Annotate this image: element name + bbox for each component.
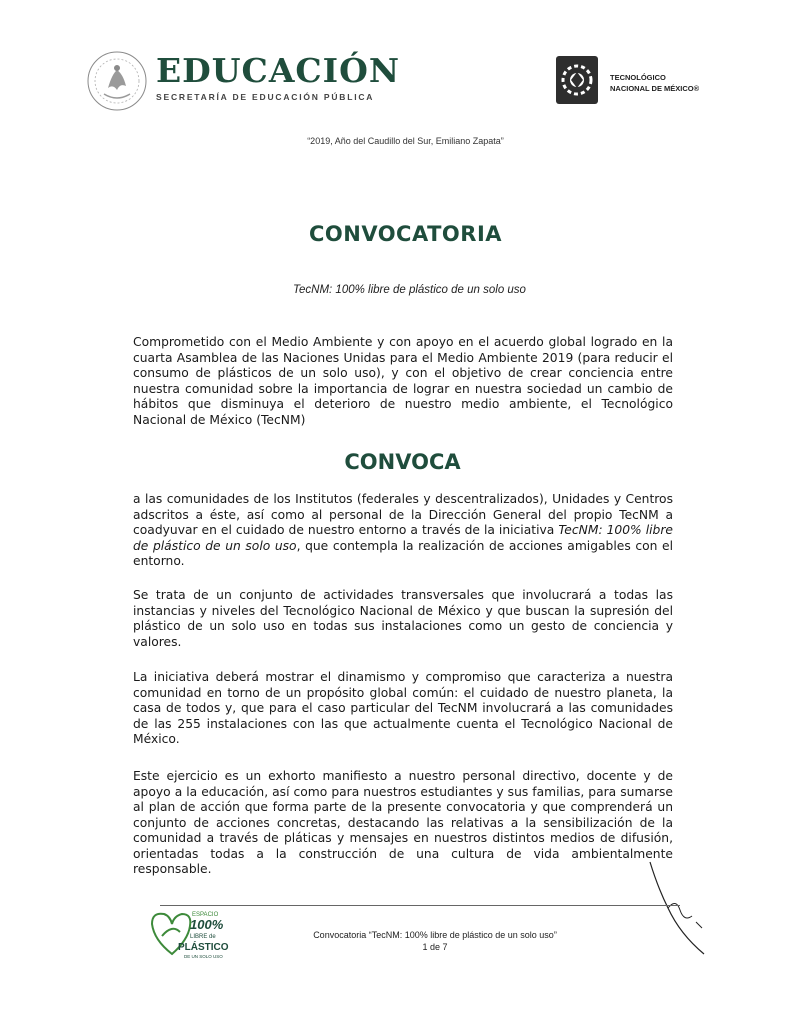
brand-subtitle: SECRETARÍA DE EDUCACIÓN PÚBLICA [156,92,375,102]
convoca-heading: CONVOCA [344,450,461,474]
logo-100-text: 100% [190,917,224,932]
convoca-text-part1: a las comunidades de los Institutos (federales y descentralizados), Unidades y Centros adscritos a éste, así como al personal de la Dirección General del propio TecNM a coadyuvar en el cuidado de nuestro entorno a través de la iniciativa [133,492,673,537]
tecnm-wordmark [610,72,699,94]
activities-paragraph: Se trata de un conjunto de actividades transversales que involucrará a todas las instancias y niveles del Tecnológico Nacional de México y que buscan la supresión del plástico de un solo uso en todas sus instalaciones como un gesto de conciencia y valores. [133,588,673,649]
tecnm-brand [554,54,744,114]
sep-brand [156,52,400,102]
intro-paragraph: Comprometido con el Medio Ambiente y con apoyo en el acuerdo global logrado en la cuarta Asamblea de las Naciones Unidas para el Medio Ambiente 2019 (para reducir el consumo de plásticos de un solo uso), y con el objetivo de crear conciencia entre nuestra comunidad sobre la importancia de lograr en nuestra sociedad un cambio de hábitos que disminuya el deterioro de nuestro medio ambiente, el Tecnológico Nacional de México (TecNM) [133,335,673,427]
exhortation-paragraph: Este ejercicio es un exhorto manifiesto a nuestro personal directivo, docente y de apoyo a la educación, así como para nuestros estudiantes y sus familias, para sumarse al plan de acción que forma parte de la presente convocatoria y que comprenderá un conjunto de acciones concretas, destacando las relativas a la sensibilización de la comunidad a través de pláticas y mensajes en nuestros distintos medios de difusión, orientadas todas a la construcción de una cultura de vida ambientalmente responsable. [133,769,673,876]
page-footer [230,929,640,953]
footer-doc-title: Convocatoria “TecNM: 100% libre de plástico de un solo uso” [313,930,557,940]
tecnm-line2: NACIONAL DE MÉXICO® [610,84,700,93]
tecnm-line1: TECNOLÓGICO [610,73,666,82]
coat-of-arms-seal-icon [86,50,148,112]
initiative-paragraph: La iniciativa deberá mostrar el dinamismo y compromiso que caracteriza a nuestra comunidad en torno de un propósito global común: el cuidado de nuestro planeta, la casa de todos y, que para el caso particular del TecNM involucrará a las comunidades de las 255 instalaciones con las que actualmente cuenta el Tecnológico Nacional de México. [133,670,673,746]
document-subtitle: TecNM: 100% libre de plástico de un solo uso [293,284,526,296]
document-title: CONVOCATORIA [308,222,503,246]
tecnm-gear-logo-icon [554,54,600,106]
footer-divider [160,905,680,906]
page-number: 1 de 7 [422,942,448,952]
logo-libre-text: LIBRE de [190,934,216,940]
convoca-paragraph [133,492,673,570]
initiative-name: TecNM: 100% libre de plástico de un solo uso [133,523,673,553]
convoca-text-part2: , que contempla la realización de acciones amigables con el entorno. [133,538,673,568]
handwritten-signature [646,858,716,958]
logo-unsolo-text: DE UN SOLO USO [184,954,223,959]
letterhead [86,48,726,118]
logo-plastico-text: PLÁSTICO [178,942,229,953]
plastic-free-logo-icon [138,906,238,966]
brand-title: EDUCACIÓN [156,51,401,90]
year-motto: “2019, Año del Caudillo del Sur, Emiliano Zapata” [307,136,504,146]
logo-espacio-text: ESPACIO [192,912,219,918]
